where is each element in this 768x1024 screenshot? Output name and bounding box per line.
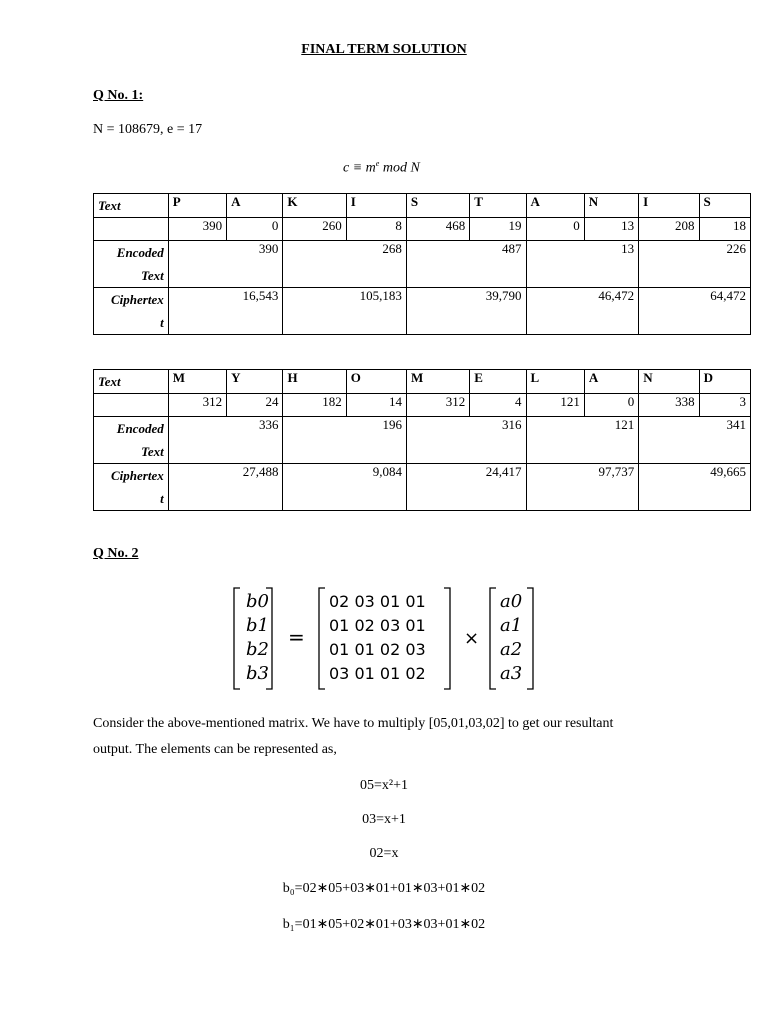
row-label-encoded xyxy=(94,241,169,288)
matrix-row: 01 02 03 01 xyxy=(329,616,426,635)
letter-cell: L xyxy=(526,370,584,394)
page-title: FINAL TERM SOLUTION xyxy=(301,42,467,57)
letter-cell: E xyxy=(470,370,526,394)
row-label-cipher xyxy=(94,464,169,511)
letter-cell: M xyxy=(406,370,469,394)
number-cell: 14 xyxy=(346,394,406,417)
table-row xyxy=(94,370,751,394)
bracket-left xyxy=(319,588,325,689)
number-cell: 312 xyxy=(168,394,226,417)
matrix-row: 03 01 01 02 xyxy=(329,664,426,683)
letter-cell: T xyxy=(470,194,526,218)
paragraph-line: Consider the above-mentioned matrix. We have to multiply [05,01,03,02] to get our resultant xyxy=(93,716,614,731)
cipher-cell: 64,472 xyxy=(639,288,751,335)
bracket-left xyxy=(490,588,496,689)
a-entry: a1 xyxy=(500,615,523,636)
cipher-cell: 105,183 xyxy=(283,288,407,335)
number-cell: 13 xyxy=(584,218,638,241)
letter-cell: K xyxy=(283,194,346,218)
cipher-cell: 46,472 xyxy=(526,288,639,335)
label-line: Encoded xyxy=(116,421,164,436)
label-line: Text xyxy=(141,444,164,459)
letter-cell: Y xyxy=(227,370,283,394)
empty-cell xyxy=(94,394,169,417)
q1-params: N = 108679, e = 17 xyxy=(93,122,203,137)
encoded-cell: 390 xyxy=(168,241,283,288)
mixcolumns-matrix xyxy=(228,585,538,693)
equation-03: 03=x+1 xyxy=(362,812,406,827)
label-line: Ciphertex xyxy=(111,292,164,307)
letter-cell: O xyxy=(346,370,406,394)
label-line: t xyxy=(160,491,164,506)
encoded-cell: 13 xyxy=(526,241,639,288)
letter-cell: D xyxy=(699,370,750,394)
number-cell: 208 xyxy=(639,218,699,241)
row-label-encoded xyxy=(94,417,169,464)
number-cell: 260 xyxy=(283,218,346,241)
b-entry: b1 xyxy=(246,615,269,636)
paragraph-line: output. The elements can be represented as, xyxy=(93,742,337,757)
number-cell: 18 xyxy=(699,218,750,241)
encoded-cell: 268 xyxy=(283,241,407,288)
number-cell: 0 xyxy=(584,394,638,417)
number-cell: 0 xyxy=(227,218,283,241)
number-cell: 0 xyxy=(526,218,584,241)
encoded-cell: 341 xyxy=(639,417,751,464)
number-cell: 468 xyxy=(406,218,469,241)
a-entry: a2 xyxy=(500,639,523,660)
letter-cell: N xyxy=(584,194,638,218)
label-line: t xyxy=(160,315,164,330)
encoded-cell: 196 xyxy=(283,417,407,464)
encoded-cell: 487 xyxy=(406,241,526,288)
cipher-cell: 27,488 xyxy=(168,464,283,511)
number-cell: 19 xyxy=(470,218,526,241)
number-cell: 24 xyxy=(227,394,283,417)
equation-b0: b₀=02∗05+03∗01+01∗03+01∗02 xyxy=(282,881,486,896)
b-entry: b3 xyxy=(246,663,269,684)
formula-lhs: c ≡ m xyxy=(343,160,376,176)
table-row xyxy=(94,417,751,464)
equals-sign: = xyxy=(288,625,305,649)
b-entry: b0 xyxy=(246,591,269,612)
number-cell: 182 xyxy=(283,394,346,417)
table-row xyxy=(94,241,751,288)
bracket-right xyxy=(527,588,533,689)
bracket-right xyxy=(444,588,450,689)
letter-cell: N xyxy=(639,370,699,394)
number-cell: 390 xyxy=(168,218,226,241)
number-cell: 4 xyxy=(470,394,526,417)
number-cell: 312 xyxy=(406,394,469,417)
rsa-formula xyxy=(343,159,420,177)
letter-cell: A xyxy=(227,194,283,218)
number-cell: 3 xyxy=(699,394,750,417)
number-cell: 8 xyxy=(346,218,406,241)
cipher-cell: 49,665 xyxy=(639,464,751,511)
letter-cell: S xyxy=(406,194,469,218)
equation-b1: b₁=01∗05+02∗01+03∗03+01∗02 xyxy=(282,917,486,932)
letter-cell: I xyxy=(639,194,699,218)
equation-05: 05=x²+1 xyxy=(360,778,408,793)
table-row xyxy=(94,218,751,241)
cipher-cell: 9,084 xyxy=(283,464,407,511)
table-row xyxy=(94,464,751,511)
matrix-row: 01 01 02 03 xyxy=(329,640,426,659)
table-row xyxy=(94,194,751,218)
row-label-text: Text xyxy=(94,194,169,218)
label-line: Text xyxy=(141,268,164,283)
equation-02: 02=x xyxy=(369,846,399,861)
letter-cell: P xyxy=(168,194,226,218)
q1-heading: Q No. 1: xyxy=(93,88,144,103)
letter-cell: H xyxy=(283,370,346,394)
empty-cell xyxy=(94,218,169,241)
label-line: Encoded xyxy=(116,245,164,260)
cipher-cell: 24,417 xyxy=(406,464,526,511)
table-row xyxy=(94,288,751,335)
label-line: Ciphertex xyxy=(111,468,164,483)
letter-cell: I xyxy=(346,194,406,218)
matrix-row: 02 03 01 01 xyxy=(329,592,426,611)
formula-rest: mod N xyxy=(379,160,420,176)
letter-cell: A xyxy=(584,370,638,394)
row-label-text: Text xyxy=(94,370,169,394)
myhomeland-table xyxy=(93,369,751,511)
b-entry: b2 xyxy=(246,639,269,660)
encoded-cell: 226 xyxy=(639,241,751,288)
cipher-cell: 16,543 xyxy=(168,288,283,335)
a-entry: a3 xyxy=(500,663,523,684)
letter-cell: A xyxy=(526,194,584,218)
formula-exponent: e xyxy=(375,159,380,168)
times-sign: × xyxy=(464,628,480,649)
encoded-cell: 336 xyxy=(168,417,283,464)
number-cell: 338 xyxy=(639,394,699,417)
cipher-cell: 97,737 xyxy=(526,464,639,511)
bracket-left xyxy=(234,588,240,689)
letter-cell: S xyxy=(699,194,750,218)
pakistan-table xyxy=(93,193,751,335)
q2-heading: Q No. 2 xyxy=(93,546,139,561)
cipher-cell: 39,790 xyxy=(406,288,526,335)
table-row xyxy=(94,394,751,417)
encoded-cell: 316 xyxy=(406,417,526,464)
letter-cell: M xyxy=(168,370,226,394)
encoded-cell: 121 xyxy=(526,417,639,464)
number-cell: 121 xyxy=(526,394,584,417)
a-entry: a0 xyxy=(500,591,523,612)
row-label-cipher xyxy=(94,288,169,335)
